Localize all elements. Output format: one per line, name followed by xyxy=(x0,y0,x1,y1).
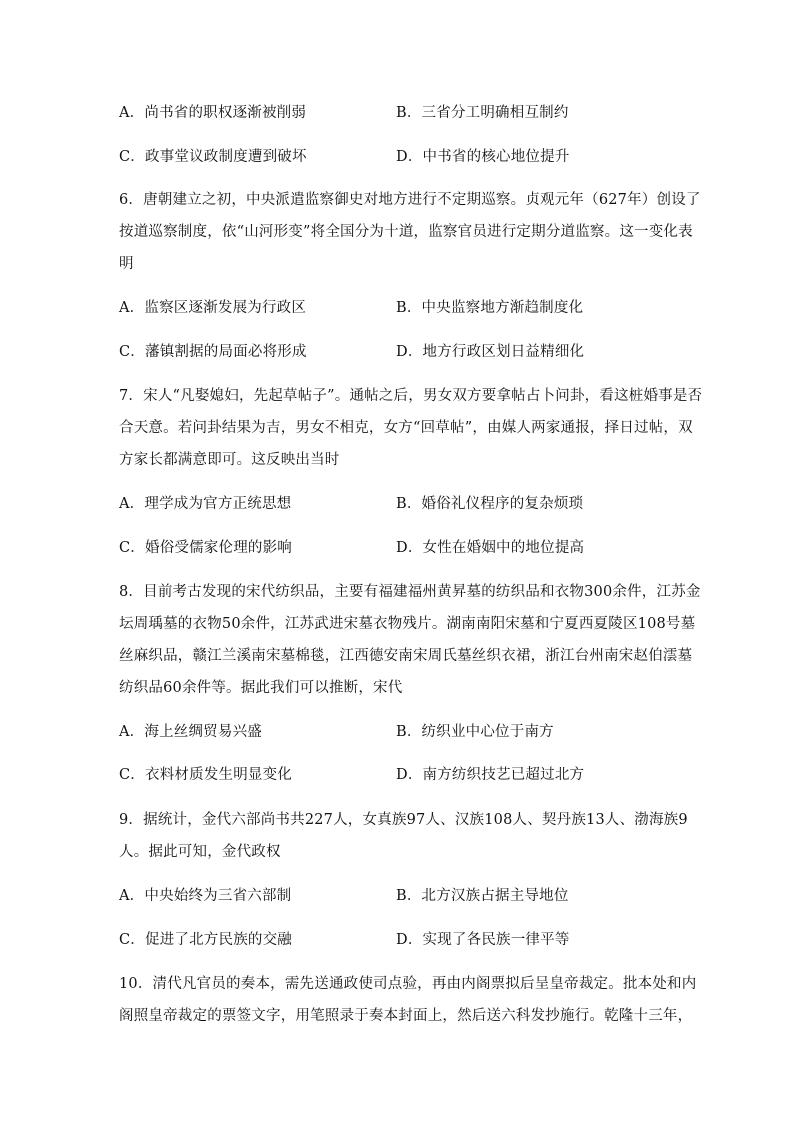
q8-stem-line-4: 纺织品60余件等。据此我们可以推断，宋代 xyxy=(119,680,403,696)
q9-option-c: C．促进了北方民族的交融 xyxy=(119,932,292,948)
q6-stem-line-3: 明 xyxy=(119,256,134,272)
q5-option-a: A．尚书省的职权逐渐被削弱 xyxy=(119,105,307,121)
q8-stem-line-3: 丝麻织品，赣江兰溪南宋墓棉毯，江西德安南宋周氏墓丝织衣裙，浙江台州南宋赵伯澐墓 xyxy=(119,648,693,664)
q10-stem-line-1: 10．清代凡官员的奏本，需先送通政使司点验，再由内阁票拟后呈皇帝裁定。批本处和内 xyxy=(119,976,697,992)
q9-stem-line-2: 人。据此可知，金代政权 xyxy=(119,844,281,860)
q6-stem-line-1: 6．唐朝建立之初，中央派遣监察御史对地方进行不定期巡察。贞观元年（627年）创设了 xyxy=(119,192,701,208)
q9-option-b: B．北方汉族占据主导地位 xyxy=(396,888,569,904)
q6-option-a: A．监察区逐渐发展为行政区 xyxy=(119,300,307,316)
q7-stem-line-3: 方家长都满意即可。这反映出当时 xyxy=(119,452,340,468)
q7-option-a: A．理学成为官方正统思想 xyxy=(119,496,292,512)
q7-option-b: B．婚俗礼仪程序的复杂烦琐 xyxy=(396,496,584,512)
q7-option-d: D．女性在婚姻中的地位提高 xyxy=(396,540,585,556)
q5-option-b: B．三省分工明确相互制约 xyxy=(396,105,569,121)
q7-stem-line-1: 7．宋人“凡娶媳妇，先起草帖子”。通帖之后，男女双方要拿帖占卜问卦，看这桩婚事是否 xyxy=(119,388,703,404)
q8-option-b: B．纺织业中心位于南方 xyxy=(396,724,554,740)
q7-stem-line-2: 合天意。若问卦结果为吉，男女不相克，女方“回草帖”，由媒人两家通报，择日过帖，双 xyxy=(119,420,693,436)
q9-stem-line-1: 9．据统计，金代六部尚书共227人，女真族97人、汉族108人、契丹族13人、渤海族9 xyxy=(119,812,688,828)
q8-option-a: A．海上丝绸贸易兴盛 xyxy=(119,724,262,740)
q7-option-c: C．婚俗受儒家伦理的影响 xyxy=(119,540,292,556)
q8-stem-line-1: 8．目前考古发现的宋代纺织品，主要有福建福州黄昇墓的纺织品和衣物300余件，江苏金 xyxy=(119,584,701,600)
q6-option-b: B．中央监察地方渐趋制度化 xyxy=(396,300,584,316)
q8-option-d: D．南方纺织技艺已超过北方 xyxy=(396,767,585,783)
q5-option-d: D．中书省的核心地位提升 xyxy=(396,149,570,165)
q6-stem-line-2: 按道巡察制度，依“山河形变”将全国分为十道，监察官员进行定期分道监察。这一变化表 xyxy=(119,224,693,240)
q8-option-c: C．衣料材质发生明显变化 xyxy=(119,767,292,783)
q8-stem-line-2: 坛周瑀墓的衣物50余件，江苏武进宋墓衣物残片。湖南南阳宋墓和宁夏西夏陵区108号墓 xyxy=(119,616,696,632)
q5-option-c: C．政事堂议政制度遭到破坏 xyxy=(119,149,307,165)
q6-option-d: D．地方行政区划日益精细化 xyxy=(396,344,585,360)
q6-option-c: C．藩镇割据的局面必将形成 xyxy=(119,344,307,360)
q9-option-d: D．实现了各民族一律平等 xyxy=(396,932,570,948)
q9-option-a: A．中央始终为三省六部制 xyxy=(119,888,292,904)
q10-stem-line-2: 阁照皇帝裁定的票签文字，用笔照录于奏本封面上，然后送六科发抄施行。乾隆十三年， xyxy=(119,1008,693,1024)
